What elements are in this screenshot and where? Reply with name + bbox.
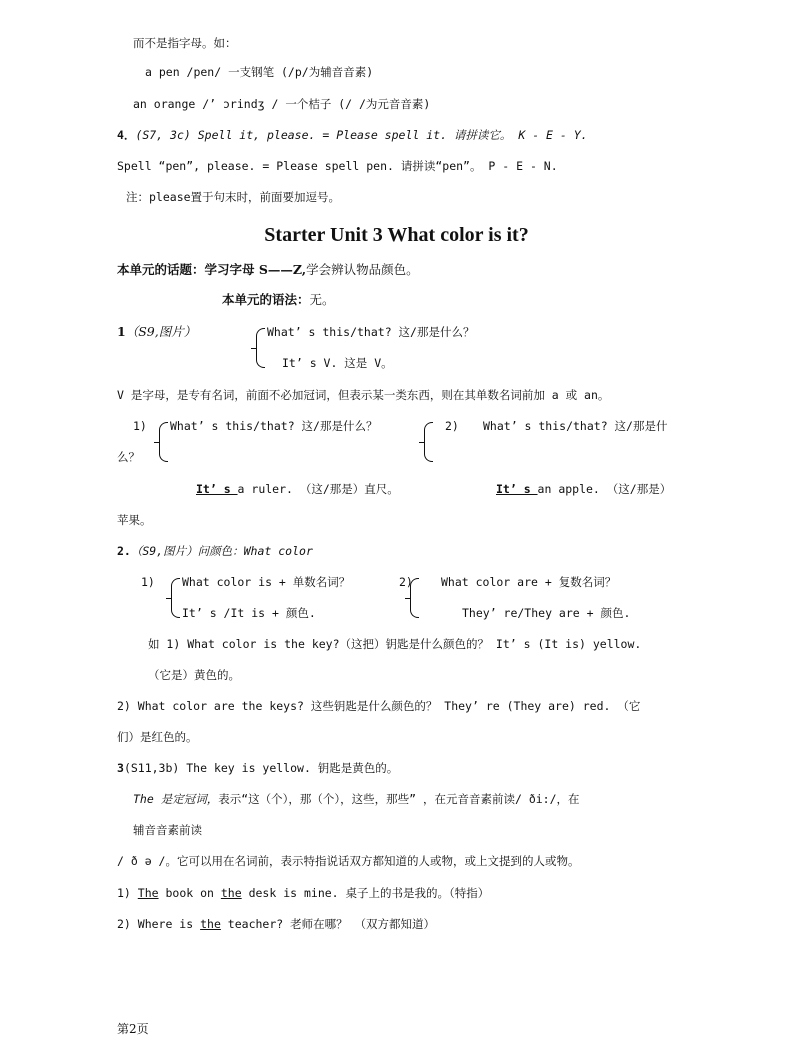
brace: [410, 578, 419, 618]
answer-line: It’ s V. 这是 V。: [282, 356, 393, 370]
example-line: [117, 885, 489, 901]
answer-text: an apple. （这/那是）: [537, 482, 672, 496]
section-heading: [117, 543, 313, 559]
definition-term: The 是定冠词，: [133, 792, 219, 806]
pattern-answer: It’ s /It is + 颜色.: [182, 606, 316, 620]
section-text: The key is yellow. 钥匙是黄色的。: [179, 761, 399, 775]
example-line: 如 1) What color is the key?（这把）钥匙是什么颜色的？ It’ s (It is) yellow.: [148, 637, 642, 651]
brace: [424, 422, 433, 462]
answer-bold: It’ s: [496, 482, 538, 496]
pattern-number: 1): [141, 575, 155, 589]
grammar-label: 本单元的语法：: [222, 292, 310, 307]
definition-text: 表示“这（个），那（个），这些，那些” ，在元音音素前读/ ði:/，在: [218, 792, 580, 806]
pattern-question: What color are + 复数名词？: [441, 575, 617, 589]
brace: [159, 422, 168, 462]
example-line: 们）是红色的。: [117, 730, 198, 744]
text-line: a pen /pen/ 一支钢笔 (/p/为辅音音素): [145, 65, 374, 79]
example-number: 1): [133, 419, 147, 433]
item-number: 4．: [117, 128, 136, 142]
unit-title: Starter Unit 3 What color is it?: [264, 224, 529, 246]
topic-label: 本单元的话题：学习字母 S——Z,: [117, 262, 307, 277]
section-ref: (S11,3b): [123, 761, 180, 775]
example-prefix: 1): [117, 886, 138, 900]
section-heading: [117, 324, 196, 340]
answer-bold: It’ s: [196, 482, 238, 496]
topic-text: 学会辨认物品颜色。: [306, 262, 419, 277]
brace: [256, 328, 265, 368]
article-underlined: the: [220, 886, 242, 900]
section-heading: [117, 760, 398, 776]
pattern-question: What color is + 单数名词？: [182, 575, 351, 589]
topic-line: [117, 262, 419, 278]
example-number: 2): [445, 419, 459, 433]
definition-line: / ð ə /。它可以用在名词前，表示特指说话双方都知道的人或物，或上文提到的人或物。: [117, 854, 580, 868]
example-prefix: 2) Where is: [117, 917, 201, 931]
brace: [171, 578, 180, 618]
grammar-line: [222, 292, 335, 308]
pattern-number: 2): [399, 575, 413, 589]
note-line: 注：please置于句末时，前面要加逗号。: [126, 190, 341, 204]
section-ref: （S9,图片）问颜色：What color: [130, 544, 313, 558]
question-line: What’ s this/that? 这/那是什么？: [267, 325, 475, 339]
example-text: book on: [158, 886, 221, 900]
section-number: 1: [117, 324, 126, 339]
answer-line: [196, 481, 399, 497]
grammar-text: 无。: [309, 292, 335, 307]
section-number: 3: [117, 761, 124, 775]
text-line: Spell “pen”, please. = Please spell pen. 请拼读“pen”。 P - E - N.: [117, 159, 558, 173]
answer-text: a ruler. （这/那是）直尺。: [237, 482, 399, 496]
question-line: What’ s this/that? 这/那是什么？: [170, 419, 378, 433]
text-line: 苹果。: [117, 513, 152, 527]
example-text: desk is mine. 桌子上的书是我的。（特指）: [241, 886, 490, 900]
text-line: V 是字母，是专有名词，前面不必加冠词，但表示某一类东西，则在其单数名词前加 a 或 an。: [117, 388, 610, 402]
example-text: teacher? 老师在哪？ （双方都知道）: [220, 917, 436, 931]
example-line: 2) What color are the keys? 这些钥匙是什么颜色的？ They’ re (They are) red. （它: [117, 699, 641, 713]
section-ref: （S9,图片）: [125, 324, 197, 339]
text-line: 么？: [117, 450, 140, 464]
answer-line: [496, 481, 671, 497]
section-number: 2.: [117, 544, 131, 558]
definition-line: [133, 791, 580, 807]
pattern-answer: They’ re/They are + 颜色.: [462, 606, 631, 620]
text-line: [117, 127, 588, 143]
item-text: (S7, 3c) Spell it, please. = Please spell it. 请拼读它。 K - E - Y.: [135, 128, 588, 142]
example-line: [117, 916, 435, 932]
example-line: （它是）黄色的。: [148, 668, 240, 682]
article-underlined: The: [137, 886, 159, 900]
text-line: an orange /’ ɔrindʒ / 一个桔子 (/ /为元音音素): [133, 97, 431, 111]
definition-line: 辅音音素前读: [133, 823, 202, 837]
article-underlined: the: [200, 917, 221, 931]
question-line: What’ s this/that? 这/那是什: [483, 419, 668, 433]
page-number: 第2页: [117, 1022, 149, 1036]
text-line: 而不是指字母。如：: [133, 36, 237, 50]
